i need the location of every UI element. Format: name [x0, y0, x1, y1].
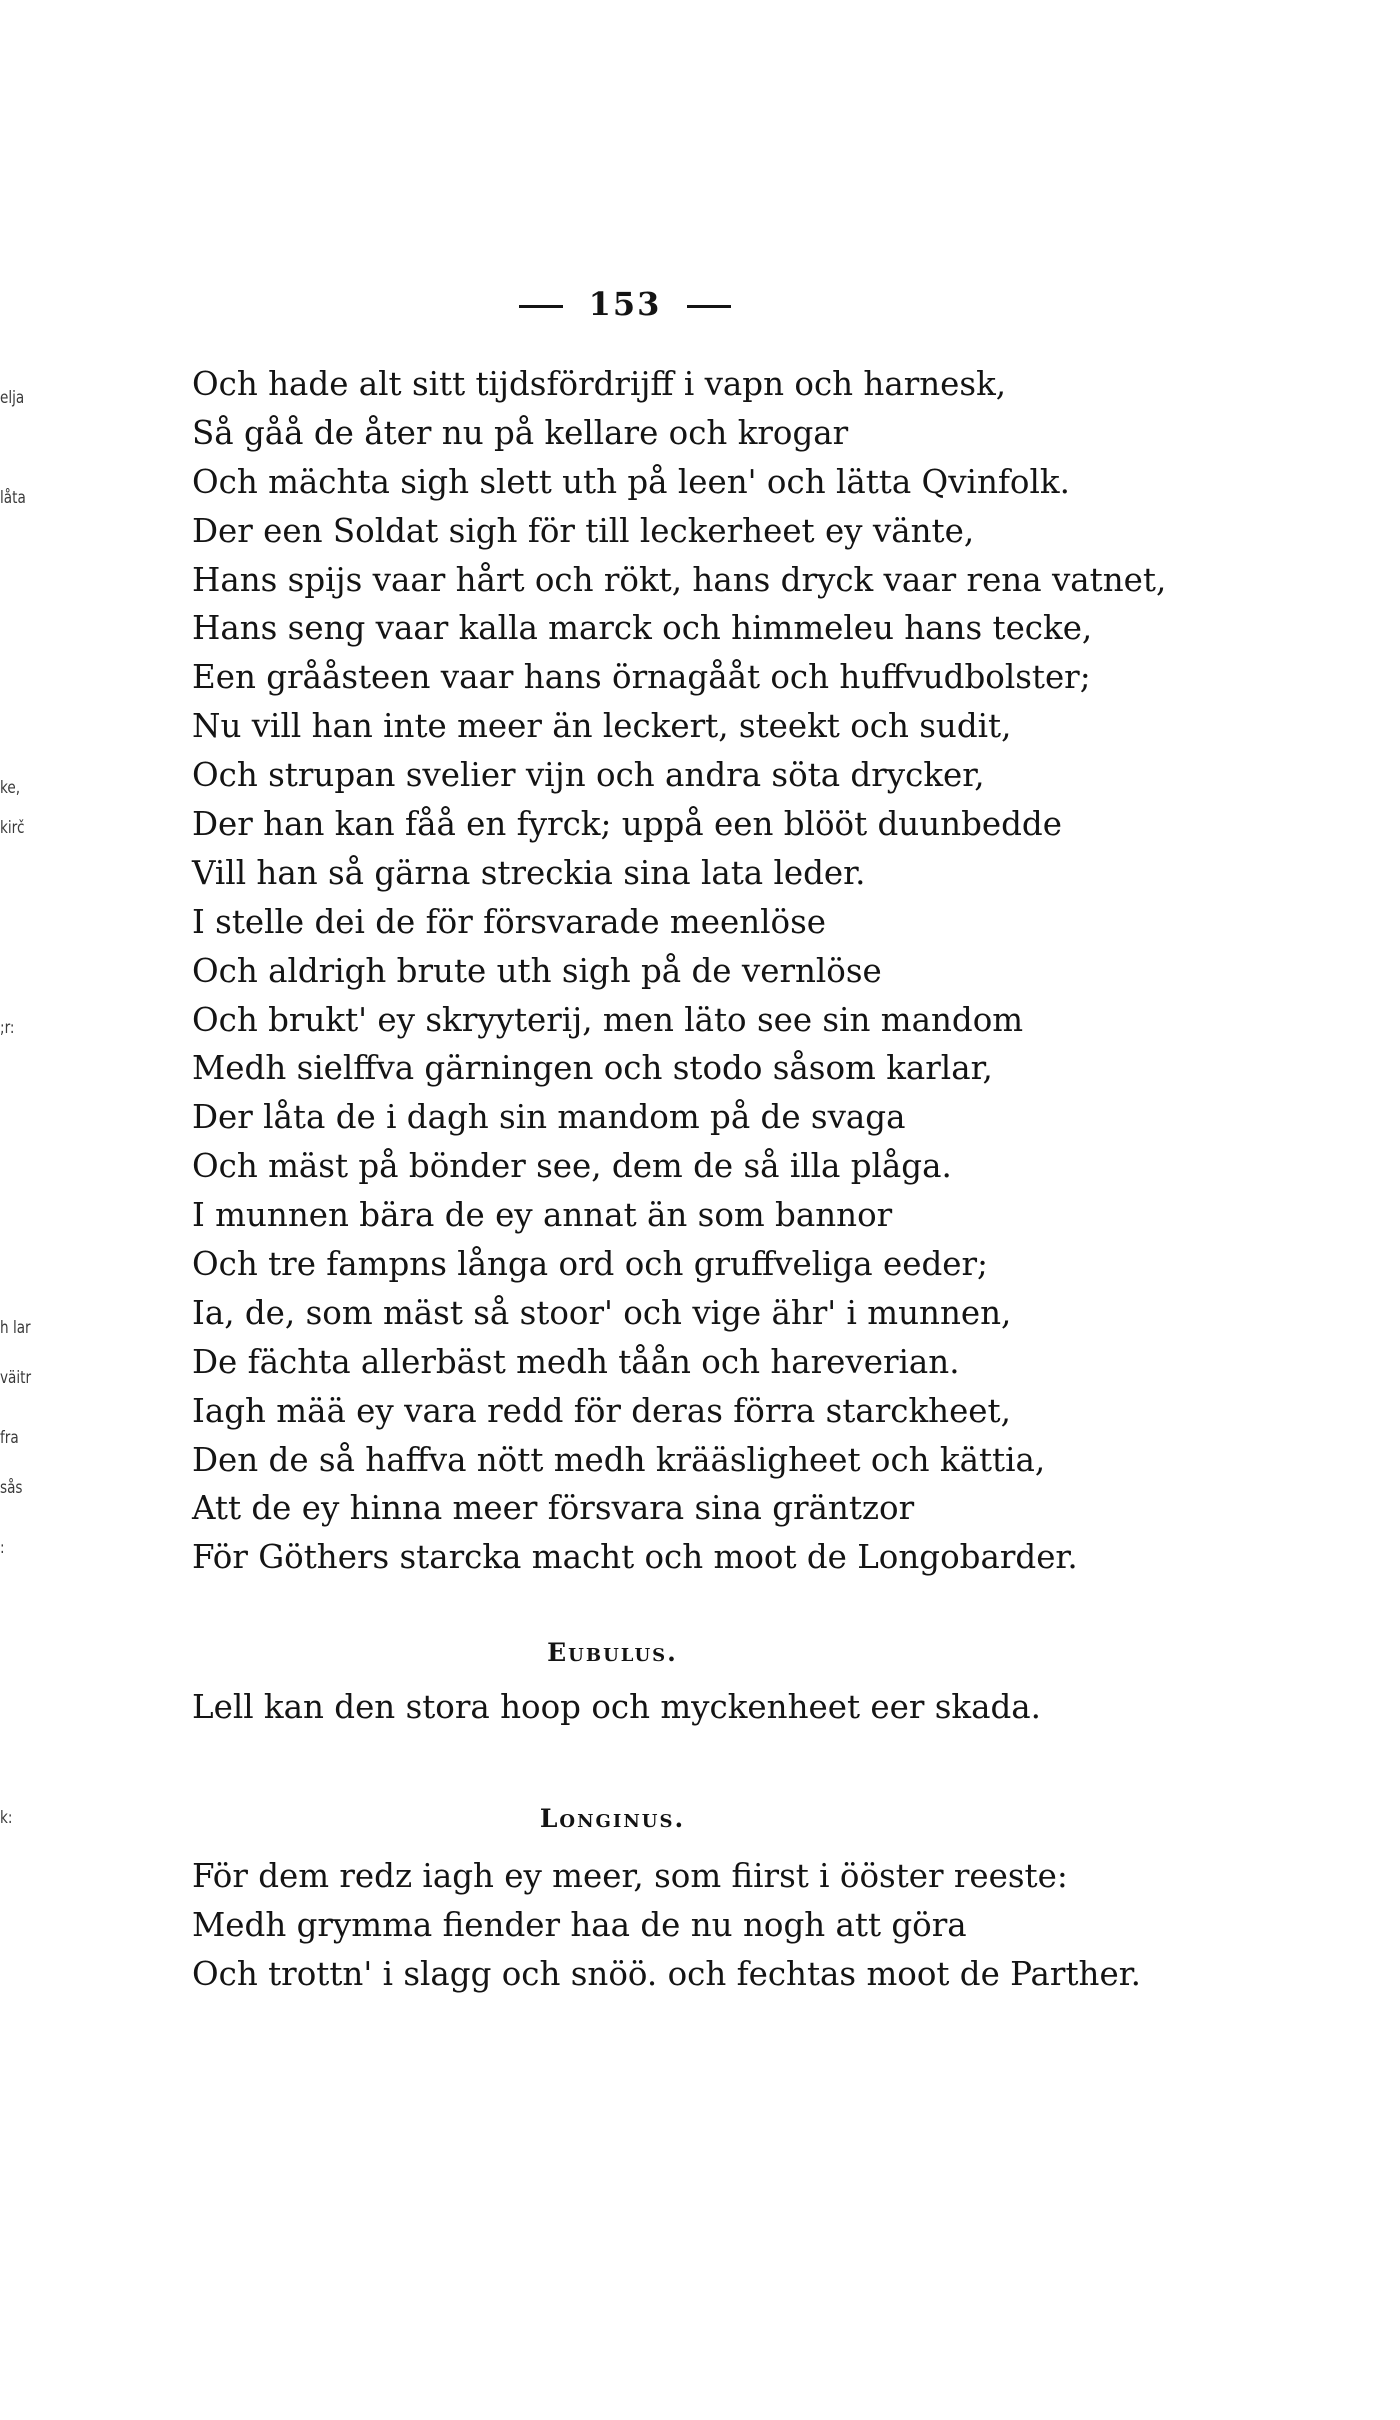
page-number-value: 153 [588, 285, 662, 323]
margin-mark: elja [0, 388, 25, 408]
verse-block [192, 1683, 1232, 1732]
margin-mark: : [0, 1538, 5, 1558]
verse-line: Och hade alt sitt tijdsfördrijff i vapn och harnesk, [192, 365, 1007, 403]
verse-line: För dem redz iagh ey meer, som fiirst i ööster reeste: [192, 1857, 1068, 1895]
verse-line: För Göthers starcka macht och moot de Longobarder. [192, 1538, 1078, 1577]
margin-mark: h lar [0, 1318, 31, 1338]
verse-block [192, 1852, 1232, 1999]
verse-line: Den de så haffva nött medh krääsligheet och kättia, [192, 1440, 1046, 1479]
verse-line: Och aldrigh brute uth sigh på de vernlöse [192, 951, 882, 990]
margin-mark: k: [0, 1808, 13, 1828]
speaker-heading: Longinus. [539, 1804, 686, 1833]
verse-line: I stelle dei de för försvarade meenlöse [192, 902, 827, 941]
verse-line: Iagh mää ey vara redd för deras förra starckheet, [192, 1391, 1011, 1430]
verse-line: Hans spijs vaar hårt och rökt, hans dryck vaar rena vatnet, [192, 560, 1167, 599]
margin-mark: väitr [0, 1368, 32, 1388]
verse-line: Vill han så gärna streckia sina lata leder. [192, 853, 866, 892]
verse-line: Een grååsteen vaar hans örnagååt och huffvudbolster; [192, 658, 1091, 697]
verse-line: I munnen bära de ey annat än som bannor [192, 1196, 893, 1235]
verse-line: Der een Soldat sigh för till leckerheet ey vänte, [192, 511, 975, 550]
verse-line: Och mächta sigh slett uth på leen' och lätta Qvinfolk. [192, 462, 1070, 501]
margin-mark: låta [0, 488, 26, 508]
verse-line: Medh grymma fiender haa de nu nogh att göra [192, 1905, 967, 1944]
page-number-dash-left [519, 305, 563, 308]
verse-line: Och strupan svelier vijn och andra söta drycker, [192, 756, 985, 795]
verse-line: Och trottn' i slagg och snöö. och fechtas moot de Parther. [192, 1954, 1141, 1993]
verse-line: Och brukt' ey skryyterij, men läto see sin mandom [192, 1000, 1024, 1039]
page-number [0, 285, 1250, 323]
page-number-dash-right [687, 305, 731, 308]
verse-line: Hans seng vaar kalla marck och himmeleu hans tecke, [192, 609, 1093, 648]
verse-line: Der låta de i dagh sin mandom på de svaga [192, 1098, 906, 1137]
verse-line: Ia, de, som mäst så stoor' och vige ähr' i munnen, [192, 1293, 1012, 1332]
margin-mark: sås [0, 1478, 23, 1498]
verse-line: Nu vill han inte meer än leckert, steekt och sudit, [192, 707, 1012, 746]
verse-line: Och tre fampns långa ord och gruffveliga eeder; [192, 1245, 988, 1284]
margin-mark: ke, [0, 778, 21, 798]
verse-block [192, 360, 1232, 1582]
verse-line: Att de ey hinna meer försvara sina gräntzor [192, 1489, 915, 1528]
verse-line: Medh sielffva gärningen och stodo såsom karlar, [192, 1049, 993, 1088]
verse-line: Der han kan fåå en fyrck; uppå een blööt duunbedde [192, 805, 1062, 844]
verse-line: Lell kan den stora hoop och myckenheet eer skada. [192, 1688, 1041, 1726]
verse-line: De fächta allerbäst medh tåån och hareverian. [192, 1342, 960, 1381]
verse-line: Och mäst på bönder see, dem de så illa plåga. [192, 1147, 952, 1186]
verse-line: Så gåå de åter nu på kellare och krogar [192, 413, 849, 452]
speaker-heading: Eubulus. [547, 1638, 678, 1667]
margin-mark: ;r: [0, 1018, 15, 1038]
margin-mark: fra [0, 1428, 19, 1448]
margin-mark: kirč [0, 818, 25, 838]
